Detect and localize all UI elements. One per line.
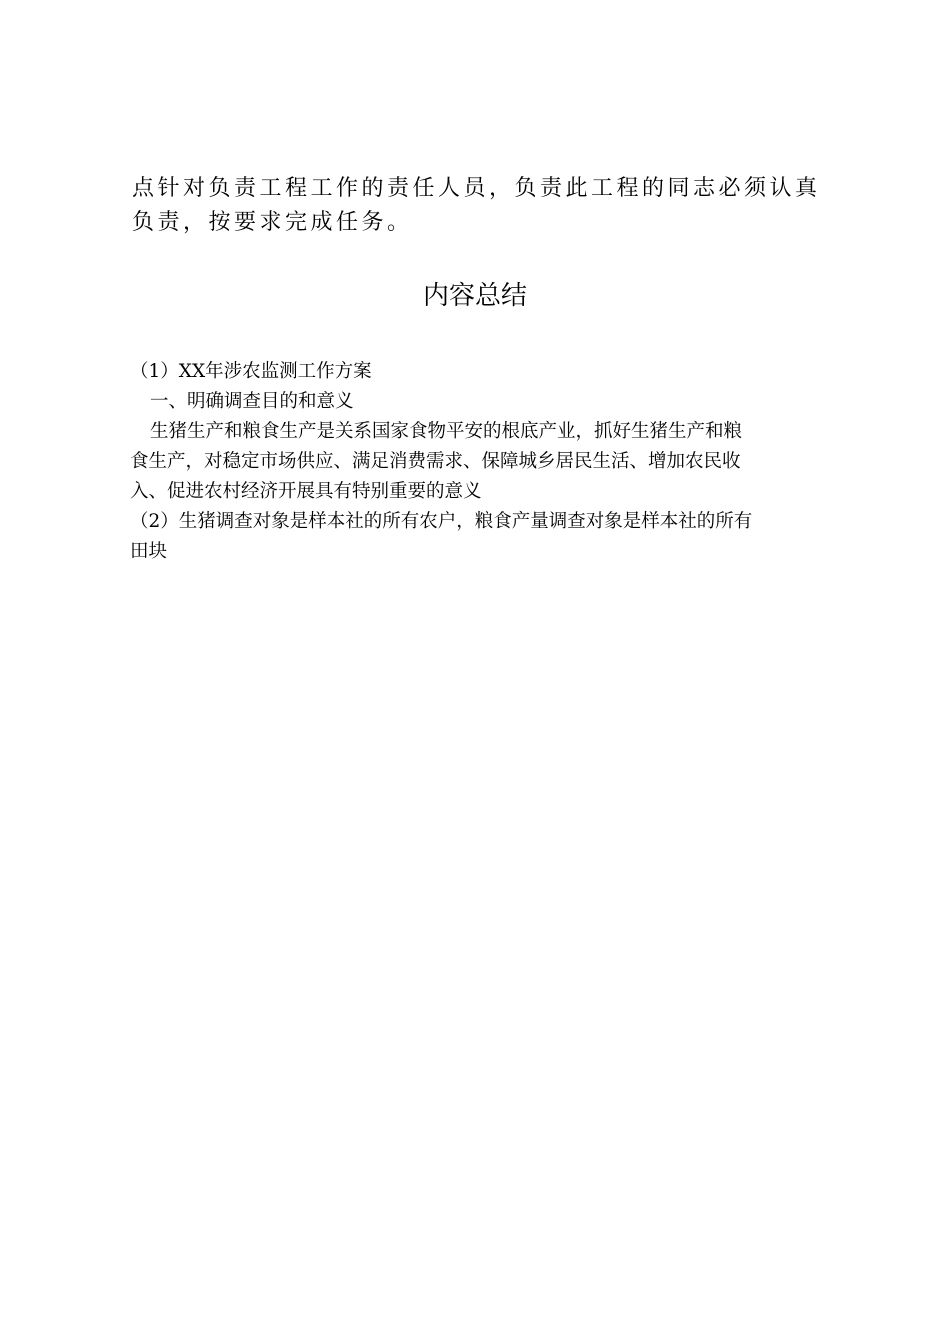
continuation-line: 点针对负责工程工作的责任人员，负责此工程的同志必须认真 bbox=[132, 176, 821, 201]
summary-paragraph-line: 食生产，对稳定市场供应、满足消费需求、保障城乡居民生活、增加农民收 bbox=[130, 451, 741, 472]
summary-item-2-cont: 田块 bbox=[130, 541, 168, 562]
continuation-paragraph bbox=[132, 172, 832, 240]
summary-title: 内容总结 bbox=[422, 281, 527, 311]
continuation-line: 负责，按要求完成任务。 bbox=[132, 210, 413, 235]
summary-paragraph-line: 入、促进农村经济开展具有特别重要的意义 bbox=[130, 481, 482, 502]
summary-heading: 一、明确调查目的和意义 bbox=[150, 391, 354, 412]
summary-body bbox=[130, 357, 830, 567]
summary-item-2: （2）生猪调查对象是样本社的所有农户，粮食产量调查对象是样本社的所有 bbox=[130, 511, 753, 532]
summary-item-1: （1）XX年涉农监测工作方案 bbox=[130, 361, 372, 382]
summary-paragraph-line: 生猪生产和粮食生产是关系国家食物平安的根底产业，抓好生猪生产和粮 bbox=[150, 421, 743, 442]
